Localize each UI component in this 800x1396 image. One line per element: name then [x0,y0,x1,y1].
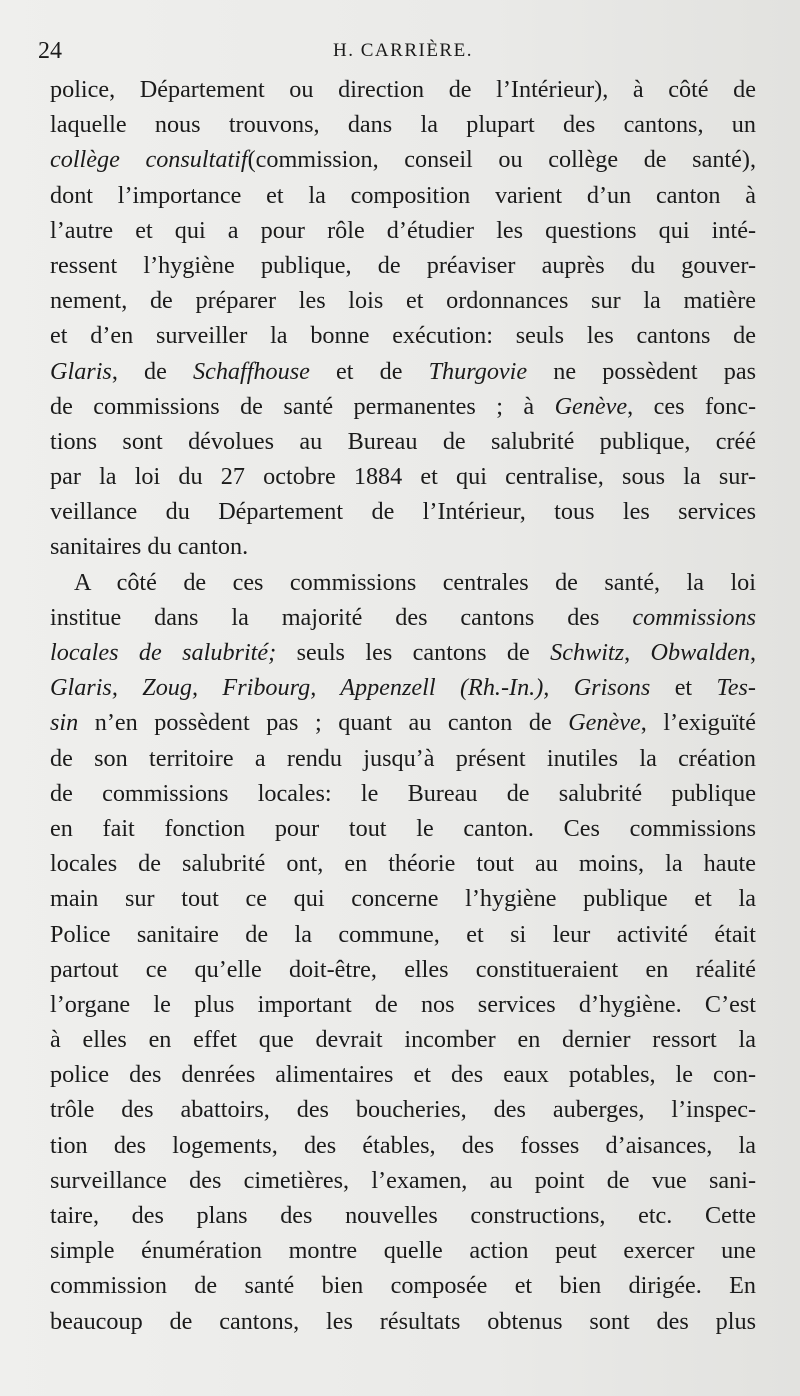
text-line [50,1163,756,1198]
text-line [50,565,756,600]
italic-text: commissions [632,603,756,631]
text-run: et d’en surveiller la bonne exécution: seuls les cantons de [50,322,756,350]
italic-text: Glaris, Zoug, Fribourg, Appenzell (Rh.-In.), Grisons [50,674,651,702]
italic-text: Schaffhouse [192,357,310,385]
italic-text: collège consultatif [50,146,248,174]
text-line [50,529,756,564]
italic-text: locales de salubrité; [50,639,277,666]
text-line [50,494,756,529]
text-run: main sur tout ce qui concerne l’hygiène publique et la [50,885,756,913]
text-line [50,881,756,916]
text-run: locales de salubrité ont, en théorie tout au moins, la haute [50,850,756,878]
text-line [50,354,756,389]
text-line [50,1268,756,1303]
text-line [50,776,756,811]
text-run: et [650,674,717,702]
text-run: nement, de préparer les lois et ordonnances sur la matière [50,287,756,315]
text-run: de commissions locales: le Bureau de salubrité publique [50,779,756,807]
text-run: ressent l’hygiène publique, de préaviser auprès du gouver- [50,251,756,279]
text-line [50,107,756,142]
text-line [50,670,756,705]
text-run: à elles en effet que devrait incomber en dernier ressort la [50,1026,756,1054]
text-line [50,1128,756,1163]
text-run: par la loi du 27 octobre 1884 et qui centralise, sous la sur- [50,463,756,491]
text-line [50,917,756,952]
text-line [50,1092,756,1127]
text-run: ne possèdent pas [527,357,756,385]
text-run: police des denrées alimentaires et des eaux potables, le con- [50,1061,756,1089]
text-line [50,213,756,248]
text-run: l’organe le plus important de nos services d’hygiène. C’est [50,990,756,1018]
text-run: taire, des plans des nouvelles constructions, etc. Cette [50,1202,756,1229]
text-run: Police sanitaire de la commune, et si leur activité était [50,920,756,948]
text-line [50,1233,756,1268]
text-line [50,142,756,177]
text-line [50,318,756,353]
text-run: de son territoire a rendu jusqu’à présent inutiles la création [50,744,756,772]
italic-text: Thurgovie [428,357,528,385]
text-line [50,389,756,424]
text-run: surveillance des cimetières, l’examen, au point de vue sani- [50,1166,756,1194]
text-run: veillance du Département de l’Intérieur, tous les services [50,498,756,526]
text-run: simple énumération montre quelle action peut exercer une [50,1237,756,1265]
text-line [50,283,756,318]
text-line [50,705,756,740]
text-run: tions sont dévolues au Bureau de salubrité publique, créé [50,427,756,455]
text-run: trôle des abattoirs, des boucheries, des auberges, l’inspec- [50,1096,756,1124]
text-run: sanitaires du canton. [50,533,249,561]
text-line [50,1304,756,1339]
text-run: , de [111,357,193,385]
italic-text: Genève [568,709,641,737]
text-run: en fait fonction pour tout le canton. Ces commissions [50,814,756,842]
page-number: 24 [38,38,62,64]
text-line [50,811,756,846]
text-line [50,600,756,635]
italic-text: Schwitz [550,639,625,666]
text-run: A côté de ces commissions centrales de santé, la loi [74,568,756,596]
running-title: H. CARRIÈRE. [333,40,473,61]
text-run: de commissions de santé permanentes ; à [50,392,555,420]
text-run: , [749,639,757,666]
italic-text: sin [50,709,79,737]
italic-text: Obwalden [650,639,750,666]
text-run: dont l’importance et la composition varient d’un canton à [50,181,756,209]
text-line [50,178,756,213]
text-line [50,952,756,987]
text-line [50,741,756,776]
text-line [50,248,756,283]
italic-text: Tes- [716,674,756,702]
text-run: , l’exiguïté [640,709,756,737]
italic-text: Genève [554,392,628,420]
text-run: laquelle nous trouvons, dans la plupart des cantons, un [50,111,756,139]
italic-text: Glaris [50,357,112,385]
text-run: commission de santé bien composée et bien dirigée. En [50,1272,756,1300]
text-run: , ces fonc- [627,392,756,420]
text-line [50,459,756,494]
text-run: n’en possèdent pas ; quant au canton de [78,709,569,737]
text-run: tion des logements, des étables, des fosses d’aisances, la [50,1131,756,1159]
text-run: , [624,639,651,666]
text-run: partout ce qu’elle doit-être, elles constitueraient en réalité [50,955,756,983]
running-head [38,38,756,72]
text-run: institue dans la majorité des cantons des [50,603,633,631]
body-text [50,72,756,1339]
text-line [50,635,756,670]
text-run: beaucoup de cantons, les résultats obtenus sont des plus [50,1307,756,1335]
text-run: seuls les cantons de [276,639,551,666]
text-line [50,846,756,881]
text-line [50,987,756,1022]
text-line [50,72,756,107]
text-line [50,1198,756,1233]
text-run: et de [309,357,429,385]
text-run: (commission, conseil ou collège de santé), [247,146,756,174]
text-line [50,1057,756,1092]
text-run: police, Département ou direction de l’Intérieur), à côté de [50,76,756,103]
text-line [50,424,756,459]
text-run: l’autre et qui a pour rôle d’étudier les questions qui inté- [50,216,756,244]
text-line [50,1022,756,1057]
